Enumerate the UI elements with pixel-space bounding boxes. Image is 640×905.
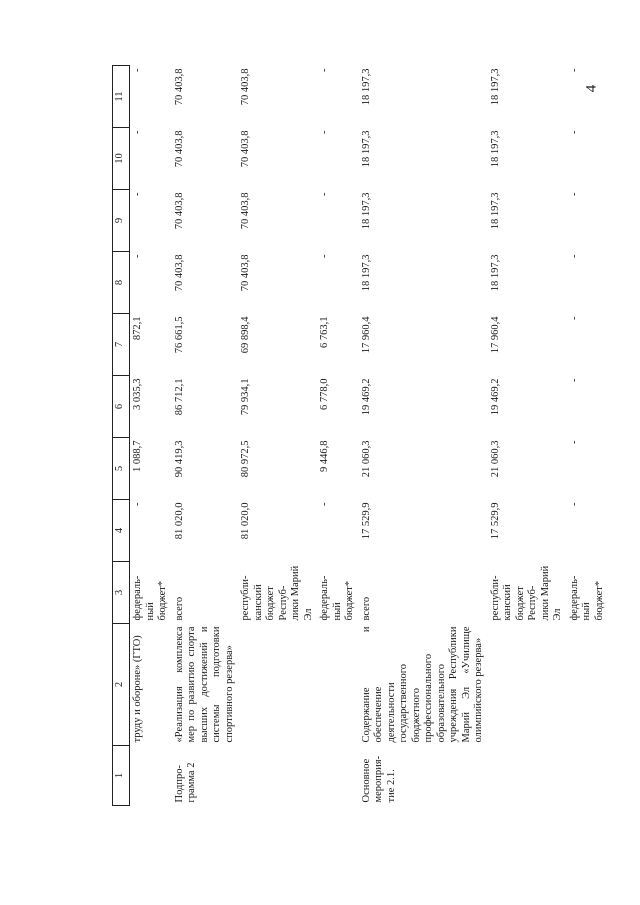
value-cell: 18 197,3 [489, 130, 501, 168]
col-header: 5 [113, 438, 130, 500]
value-cell: 19 469,2 [489, 378, 501, 416]
value-cell: 70 403,8 [240, 254, 251, 292]
value-cell: - [132, 68, 143, 72]
value-cell: 6 778,0 [319, 378, 330, 410]
table-row [488, 66, 567, 806]
program-code-cell [317, 746, 359, 806]
col-header: 2 [113, 624, 130, 746]
value-cell: 70 403,8 [240, 130, 251, 168]
table-body [130, 66, 609, 806]
funding-source-cell: республи-канский бюджет Респуб-лики Марий Эл [240, 565, 314, 621]
table-row [359, 66, 488, 806]
value-cell: 70 403,8 [173, 68, 185, 106]
value-cell: - [319, 254, 330, 258]
value-cell: 18 197,3 [360, 68, 372, 106]
table-row [238, 66, 317, 806]
col-header: 1 [113, 746, 130, 806]
value-cell: - [568, 130, 580, 134]
program-code-cell: Подпро-грамма 2 [173, 762, 197, 803]
value-cell: 21 060,3 [360, 440, 372, 478]
col-header: 6 [113, 376, 130, 438]
value-cell: 21 060,3 [489, 440, 501, 478]
table-landscape [112, 66, 605, 806]
value-cell: - [132, 502, 143, 506]
value-cell: - [132, 130, 143, 134]
value-cell: 9 446,8 [319, 440, 330, 472]
funding-source-cell: республи-канский бюджет Респуб-лики Марий Эл [489, 565, 563, 621]
value-cell: 18 197,3 [489, 192, 501, 230]
value-cell: 18 197,3 [489, 254, 501, 292]
table-row [130, 66, 172, 806]
col-header: 9 [113, 190, 130, 252]
value-cell: 19 469,2 [360, 378, 372, 416]
value-cell: 70 403,8 [173, 254, 185, 292]
table-row [317, 66, 359, 806]
value-cell: - [568, 254, 580, 258]
page-number: 4 [583, 84, 600, 93]
value-cell: - [319, 68, 330, 72]
funding-source-cell: всего [360, 596, 372, 621]
program-code-cell [238, 746, 317, 806]
program-name-cell [317, 624, 359, 746]
value-cell: - [568, 502, 580, 506]
value-cell: 1 088,7 [132, 440, 143, 472]
value-cell: 81 020,0 [240, 502, 251, 540]
value-cell: 70 403,8 [173, 130, 185, 168]
program-name-cell [488, 624, 567, 746]
value-cell: - [568, 440, 580, 444]
col-header: 4 [113, 500, 130, 562]
column-number-row [113, 66, 130, 806]
value-cell: 17 960,4 [360, 316, 372, 354]
value-cell: 86 712,1 [173, 378, 185, 416]
value-cell: 70 403,8 [173, 192, 185, 230]
funding-source-cell: федераль-ный бюджет* [319, 575, 355, 621]
col-header: 10 [113, 128, 130, 190]
col-header: 11 [113, 66, 130, 128]
value-cell: 18 197,3 [360, 254, 372, 292]
program-name-cell: Содержание и обеспечение деятельности государственного бюджетного профессионального образовательного учреждения Республики Марий Эл «Училище олимпийского резерва» [360, 626, 484, 743]
value-cell: 17 960,4 [489, 316, 501, 354]
value-cell: 6 763,1 [319, 316, 330, 348]
value-cell: 79 934,1 [240, 378, 251, 416]
value-cell: - [319, 502, 330, 506]
value-cell: 872,1 [132, 316, 143, 341]
value-cell: 18 197,3 [360, 130, 372, 168]
table-row [567, 66, 609, 806]
program-code-cell [567, 746, 609, 806]
value-cell: - [319, 130, 330, 134]
budget-table [112, 65, 608, 806]
funding-source-cell: всего [173, 596, 185, 621]
program-name-cell: «Реализация комплекса мер по развитию спорта высших достижений и системы подготовки спортивного резерва» [173, 626, 235, 743]
program-code-cell [130, 746, 172, 806]
value-cell: - [319, 192, 330, 196]
value-cell: 18 197,3 [360, 192, 372, 230]
value-cell: 90 419,3 [173, 440, 185, 478]
value-cell: 70 403,8 [240, 68, 251, 106]
value-cell: 80 972,5 [240, 440, 251, 478]
program-name-cell [238, 624, 317, 746]
program-name-cell [567, 624, 609, 746]
col-header: 3 [113, 562, 130, 624]
value-cell: 76 661,5 [173, 316, 185, 354]
program-name-cell: труду и обороне» (ГТО) [132, 635, 143, 743]
program-code-cell [488, 746, 567, 806]
value-cell: - [132, 192, 143, 196]
col-header: 8 [113, 252, 130, 314]
value-cell: - [568, 192, 580, 196]
value-cell: 3 035,3 [132, 378, 143, 410]
funding-source-cell: федераль-ный бюджет* [568, 575, 605, 621]
value-cell: - [132, 254, 143, 258]
value-cell: 18 197,3 [489, 68, 501, 106]
rotated-table-container [112, 66, 605, 806]
value-cell: 17 529,9 [489, 502, 501, 540]
value-cell: - [568, 316, 580, 320]
value-cell: 69 898,4 [240, 316, 251, 354]
value-cell: 17 529,9 [360, 502, 372, 540]
value-cell: 81 020,0 [173, 502, 185, 540]
program-code-cell: Основное мероприя-тие 2.1. [360, 755, 397, 803]
funding-source-cell: федераль-ный бюджет* [132, 575, 168, 621]
table-row [172, 66, 239, 806]
value-cell: 70 403,8 [240, 192, 251, 230]
value-cell: - [568, 378, 580, 382]
col-header: 7 [113, 314, 130, 376]
value-cell: - [568, 68, 580, 72]
